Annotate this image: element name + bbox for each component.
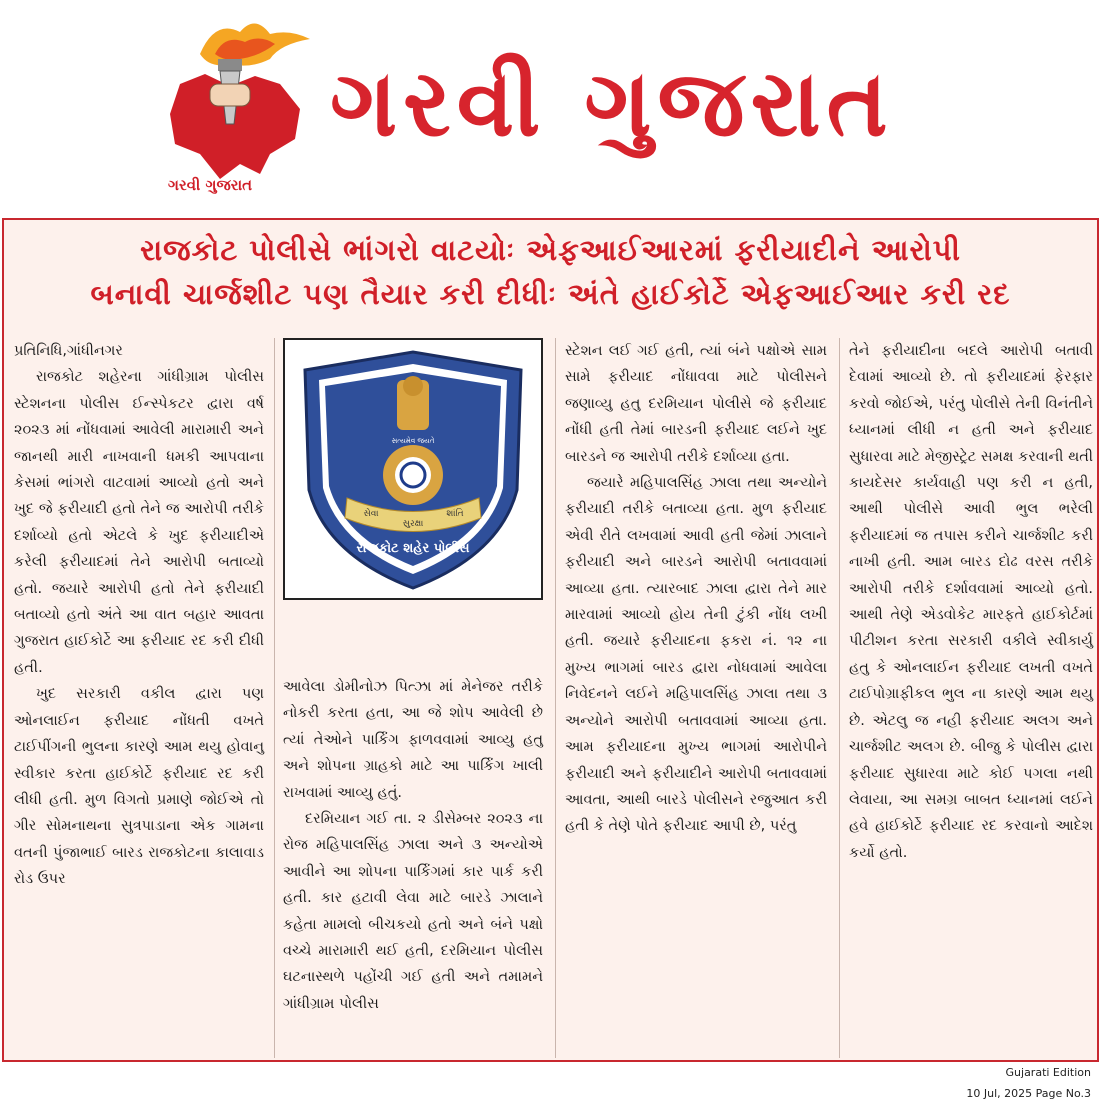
column-divider — [555, 338, 556, 1058]
paragraph: સ્ટેશન લઈ ગઈ હતી, ત્યાં બંને પક્ષોએ સામ સામે ફરીયાદ નોંધાવવા માટે પોલીસને જણાવ્યુ હતુ દરમિયાન પોલીસે જે ફરીયાદ નોંધી હતી તેમાં બારડની ફરીયાદ લઈને ખુદ બારડને જ આરોપી તરીકે દર્શાવ્યા હતા. — [565, 343, 827, 465]
logo-caption: ગરવી ગુજરાત — [168, 176, 253, 194]
headline-line-1: રાજકોટ પોલીસે ભાંગરો વાટયોઃ એફઆઈઆરમાં ફરીયાદીને આરોપી — [140, 233, 961, 267]
police-emblem-image — [283, 338, 543, 600]
emblem-banner: રાજકોટ શહેર પોલીસ — [356, 541, 470, 556]
column-4 — [849, 338, 1093, 866]
headline — [4, 228, 1097, 316]
column-divider — [839, 338, 840, 1058]
edition-label: Gujarati Edition — [1005, 1066, 1091, 1079]
newspaper-title: ગરવી ગુજરાત — [330, 50, 894, 157]
ribbon-left: સેવા — [363, 509, 379, 519]
paragraph: આવેલા ડોમીનોઝ પિત્ઝા માં મેનેજર તરીકે નોકરી કરતા હતા, આ જે શોપ આવેલી છે ત્યાં તેઓને પાર્કિંગ ફાળવવામાં આવ્યુ હતુ અને શોપના ગ્રાહકો માટે આ પાર્કિંગ ખાલી રાખવામાં આવ્યુ હતું. — [283, 679, 543, 801]
paragraph: જયારે મહિપાલસિંહ ઝાલા તથા અન્યોને ફરીયાદી તરીકે બતાવ્યા હતા. મુળ ફરીયાદ એવી રીતે લખવામાં આવી હતી જેમાં ઝાલાને ફરીયાદી અને બારડને આરોપી બતાવવામાં આવ્યા હતા. ત્યારબાદ ઝાલા દ્વારા તેને માર મારવામાં આવ્યો હોય તેની ટુંકી નોંધ લખી હતી. જયારે ફરીયાદના ફકરા નં. ૧૨ ના મુખ્ય ભાગમાં બારડ દ્વારા નોધવામાં આવેલા નિવેદનને લઈને મહિપાલસિંહ ઝાલા તથા ૩ અન્યોને આરોપી બતાવવામાં આવ્યા હતા. આમ ફરીયાદના મુખ્ય ભાગમાં આરોપીને ફરીયાદી અને ફરીયાદીને આરોપી બતાવવામાં આવતા, આથી બારડે પોલીસને રજુઆત કરી હતી કે તેણે પોતે ફરીયાદ આપી છે, પરંતુ — [565, 475, 827, 835]
article-box — [2, 218, 1099, 1062]
date-page-label: 10 Jul, 2025 Page No.3 — [966, 1087, 1091, 1100]
headline-line-2: બનાવી ચાર્જશીટ પણ તૈયાર કરી દીધીઃ અંતે હાઈકોર્ટે એફઆઈઆર કરી રદ — [90, 277, 1011, 311]
masthead — [0, 0, 1103, 218]
ribbon-center: સુરક્ષા — [402, 519, 424, 529]
column-3 — [565, 338, 827, 840]
paragraph: ખુદ સરકારી વકીલ દ્વારા પણ ઓનલાઈન ફરીયાદ નોંધતી વખતે ટાઈપીંગની ભુલના કારણે આમ થયુ હોવાનુ સ્વીકાર કરતા હાઈકોર્ટે ફરીયાદ રદ કરી લીધી હતી. મુળ વિગતો પ્રમાણે જોઈએ તો ગીર સોમનાથના સુત્રપાડાના એક ગામના વતની પુંજાભાઈ બારડ રાજકોટના કાલાવાડ રોડ ઉપર — [14, 686, 264, 888]
police-shield-icon — [285, 340, 541, 598]
column-divider — [274, 338, 275, 1058]
column-2 — [283, 674, 543, 1017]
column-1 — [14, 338, 264, 893]
ribbon-right: શાંતિ — [446, 509, 464, 519]
byline: પ્રતિનિધિ,ગાંધીનગર — [14, 343, 123, 359]
paragraph: દરમિયાન ગઈ તા. ૨ ડીસેમ્બર ૨૦૨૩ ના રોજ મહિપાલસિંહ ઝાલા અને ૩ અન્યોએ આવીને આ શોપના પાર્કિંગમાં કાર પાર્ક કરી હતી. કાર હટાવી લેવા માટે બારડે ઝાલાને કહેતા મામલો બીચકયો હતો અને બંને પક્ષો વચ્ચે મારામારી થઈ હતી, દરમિયાન પોલીસ ઘટનાસ્થળે પહોંચી ગઈ હતી અને તમામને ગાંધીગ્રામ પોલીસ — [283, 811, 543, 1012]
paragraph: તેને ફરીયાદીના બદલે આરોપી બતાવી દેવામાં આવ્યો છે. તો ફરીયાદમાં ફેરફાર કરવો જોઈએ, પરંતુ પોલીસે તેની વિનંતીને ધ્યાનમાં લીધી ન હતી અને ફરીયાદ સુધારવા માટે મેજીસ્ટ્રેટ સમક્ષ કરવાની થતી કાયદેસર કાર્યવાહી પણ કરી ન હતી, આથી પોલીસે આવી ભુલ ભરેલી ફરીયાદમાં જ તપાસ કરીને ચાર્જશીટ કરી નાખી હતી. આમ બારડ દોઢ વરસ તરીકે આરોપી તરીકે દર્શાવવામાં આવ્યો હતો. આથી તેણે એડવોકેટ મારફતે હાઈકોર્ટમાં પીટીશન કરતા સરકારી વકીલે સ્વીકાર્યુ હતુ કે ઓનલાઈન ફરીયાદ લખતી વખતે ટાઈપોગ્રાફીકલ ભુલ ના કારણે આમ થયુ છે. એટલુ જ નહી ફરીયાદ અલગ અને ચાર્જશીટ અલગ છે. બીજુ કે પોલીસ દ્વારા ફરીયાદ સુધારવા માટે કોઈ પગલા નથી લેવાયા, આ સમગ્ર બાબત ધ્યાનમાં લઈને હવે હાઈકોર્ટે ફરીયાદ રદ કરવાનો આદેશ કર્યો હતો. — [849, 343, 1093, 861]
motto: સત્યમેવ જયતે — [391, 437, 435, 445]
paragraph: રાજકોટ શહેરના ગાંધીગ્રામ પોલીસ સ્ટેશનના પોલીસ ઈન્સ્પેકટર દ્વારા વર્ષ ૨૦૨૩ માં નોંધવામાં આવેલી મારામારી અને જાનથી મારી નાખવાની ધમકી આપવાના કેસમાં ભાંગરો વાટવામાં આવ્યો હતો અને ખુદ જે ફરીયાદી હતો તેને જ આરોપી તરીકે દર્શાવ્યો હતો એટલે કે ખુદ ફરીયાદીએ કરેલી ફરીયાદમાં તેને આરોપી બતાવ્યો હતો. જયારે આરોપી હતો તેને ફરીયાદી બતાવ્યો હતો અંતે આ વાત બહાર આવતા ગુજરાત હાઈકોર્ટે આ ફરીયાદ રદ કરી દીધી હતી. — [14, 369, 264, 676]
